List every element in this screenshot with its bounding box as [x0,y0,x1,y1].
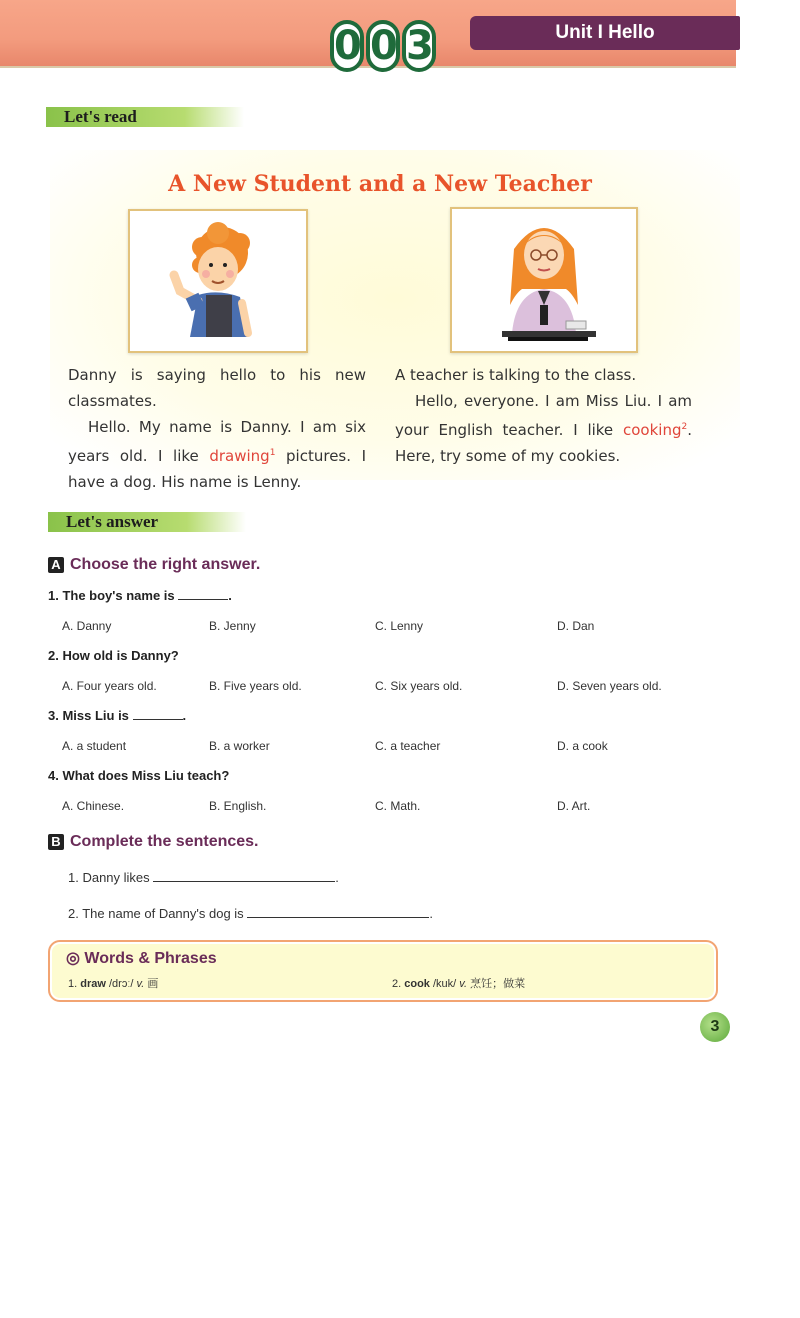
option[interactable]: D. Seven years old. [557,679,662,693]
danny-illustration [128,209,308,353]
question-3: 3. Miss Liu is . [48,708,187,723]
option[interactable]: D. Dan [557,619,595,633]
word-entry-draw: 1. draw /drɔː/ v. 画 [68,978,159,990]
answer-blank[interactable] [178,599,228,600]
option[interactable]: B. Five years old. [209,679,302,693]
lesson-digit: 0 [366,20,400,72]
option[interactable]: A. Danny [62,619,112,633]
story-liu-body: Hello, everyone. I am Miss Liu. I am your English teacher. I like cooking$^2$. Here, try some of my cookies. [395,392,692,465]
option[interactable]: A. Four years old. [62,679,157,693]
miss-liu-illustration [450,207,638,353]
footnote-2: 2 [681,422,688,432]
story-danny-intro: Danny is saying hello to his new classmates. [68,366,366,410]
story-title: A New Student and a New Teacher [168,171,592,197]
lesson-number [330,20,436,76]
lesson-digit: 0 [330,20,364,72]
story-danny-body: Hello. My name is Danny. I am six years old. I like drawing$^1$ pictures. I have a dog. His name is Lenny. [68,418,366,491]
option[interactable]: C. Six years old. [375,679,463,693]
part-a-heading [48,555,260,575]
lesson-digit: 3 [402,20,436,72]
vocab-cooking: cooking [623,421,682,439]
part-b-title: Complete the sentences. [70,833,259,850]
option[interactable]: B. a worker [209,739,270,753]
option[interactable]: C. a teacher [375,739,441,753]
option[interactable]: D. a cook [557,739,608,753]
circle-icon: ◎ [66,950,80,967]
words-phrases-title: ◎ Words & Phrases [66,950,217,967]
option[interactable]: B. Jenny [209,619,256,633]
sentence-1: 1. Danny likes . [68,870,339,885]
question-2: 2. How old is Danny? [48,648,179,663]
footnote-1: 1 [269,448,276,458]
option[interactable]: C. Lenny [375,619,424,633]
page-number: 3 [700,1012,730,1042]
sentence-blank[interactable] [153,881,335,882]
option[interactable]: D. Art. [557,799,591,813]
answer-blank[interactable] [133,719,183,720]
unit-title: Unit I Hello [470,16,740,50]
part-b-badge: B [48,834,64,850]
story-danny [68,362,366,495]
part-a-badge: A [48,557,64,573]
sentence-blank[interactable] [247,917,429,918]
section-label-read: Let's read [46,107,244,127]
story-liu-intro: A teacher is talking to the class. [395,366,637,384]
part-a-title: Choose the right answer. [70,556,261,573]
sentence-2: 2. The name of Danny's dog is . [68,906,433,921]
option[interactable]: B. English. [209,799,267,813]
option[interactable]: C. Math. [375,799,421,813]
option[interactable]: A. a student [62,739,127,753]
question-4: 4. What does Miss Liu teach? [48,768,230,783]
section-label-answer: Let's answer [48,512,246,532]
vocab-drawing: drawing [209,447,270,465]
word-entry-cook: 2. cook /kuk/ v. 烹饪；做菜 [392,978,526,990]
story-miss-liu [395,362,692,469]
question-1: 1. The boy's name is . [48,588,232,603]
option[interactable]: A. Chinese. [62,799,125,813]
part-b-heading [48,832,259,852]
